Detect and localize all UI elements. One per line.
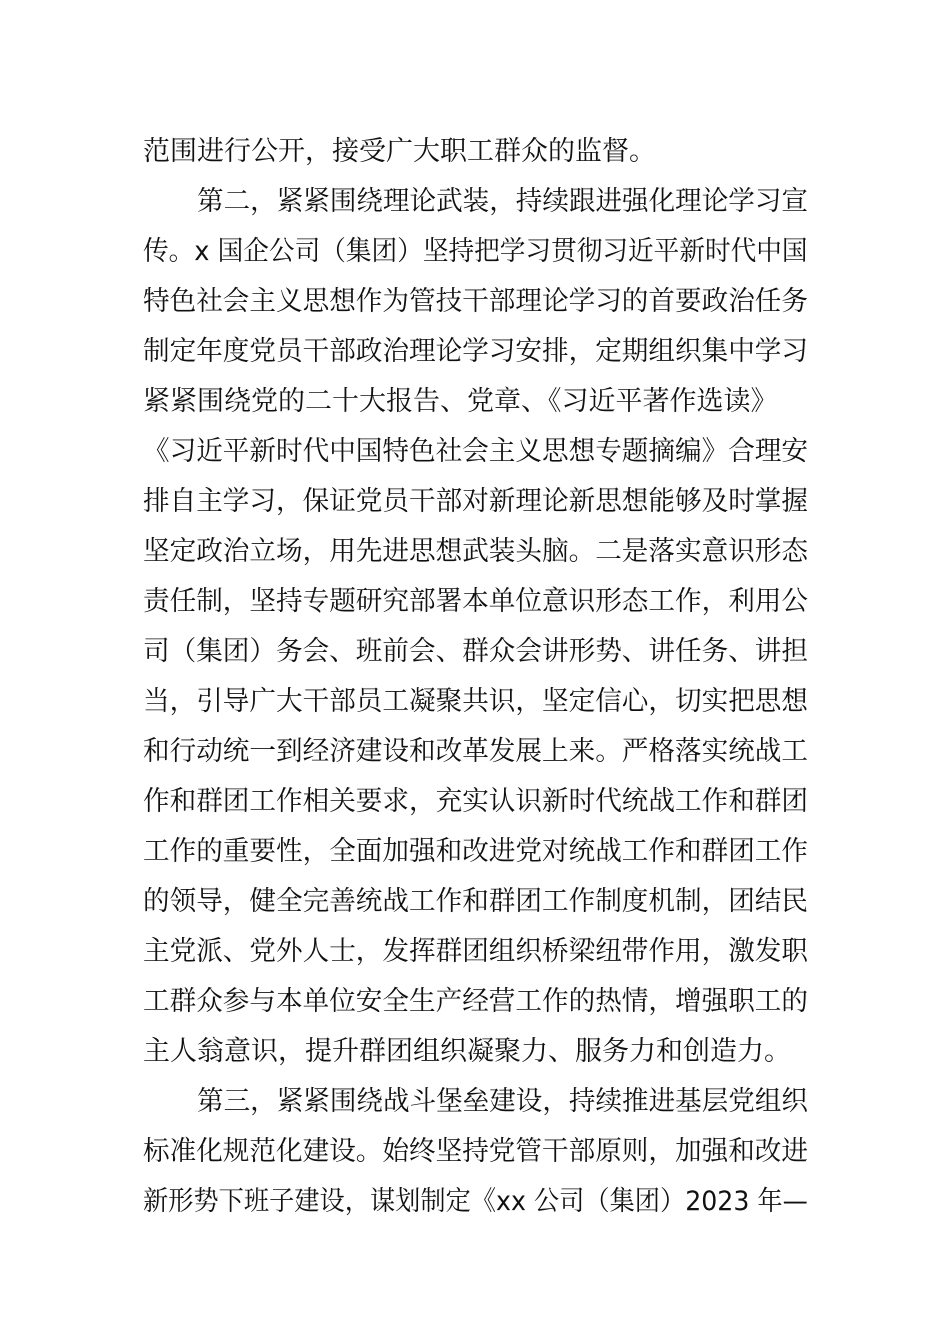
- text-line: 责任制，坚持专题研究部署本单位意识形态工作，利用公: [143, 586, 808, 617]
- text-line: 的领导，健全完善统战工作和群团工作制度机制，团结民: [143, 886, 808, 917]
- paragraph-first-line: 第三，紧紧围绕战斗堡垒建设，持续推进基层党组织: [197, 1086, 808, 1117]
- text-line: 和行动统一到经济建设和改革发展上来。严格落实统战工: [143, 736, 808, 767]
- text-line: 排自主学习，保证党员干部对新理论新思想能够及时掌握: [143, 486, 808, 517]
- text-line: 主党派、党外人士，发挥群团组织桥梁纽带作用，激发职: [143, 936, 808, 967]
- text-line: 作和群团工作相关要求，充实认识新时代统战工作和群团: [143, 786, 808, 817]
- text-line: 紧紧围绕党的二十大报告、党章、《习近平著作选读》: [143, 386, 778, 417]
- text-line: 当，引导广大干部员工凝聚共识，坚定信心，切实把思想: [143, 686, 808, 717]
- text-line: 新形势下班子建设，谋划制定《xx 公司（集团）2023 年—: [143, 1186, 808, 1217]
- text-line: 主人翁意识，提升群团组织凝聚力、服务力和创造力。: [143, 1036, 791, 1067]
- text-line: 司（集团）务会、班前会、群众会讲形势、讲任务、讲担: [143, 636, 808, 667]
- text-line: 特色社会主义思想作为管技干部理论学习的首要政治任务: [143, 286, 808, 317]
- text-line: 制定年度党员干部政治理论学习安排，定期组织集中学习: [143, 336, 808, 367]
- text-line: 工群众参与本单位安全生产经营工作的热情，增强职工的: [143, 986, 808, 1017]
- text-line: 坚定政治立场，用先进思想武装头脑。二是落实意识形态: [143, 536, 808, 567]
- text-line: 《习近平新时代中国特色社会主义思想专题摘编》合理安: [143, 436, 808, 467]
- paragraph-first-line: 第二，紧紧围绕理论武装，持续跟进强化理论学习宣: [197, 186, 808, 217]
- text-line: 范围进行公开，接受广大职工群众的监督。: [143, 136, 656, 167]
- text-line: 标准化规范化建设。始终坚持党管干部原则，加强和改进: [143, 1136, 808, 1167]
- text-line: 工作的重要性，全面加强和改进党对统战工作和群团工作: [143, 836, 808, 867]
- text-line: 传。x 国企公司（集团）坚持把学习贯彻习近平新时代中国: [143, 236, 808, 267]
